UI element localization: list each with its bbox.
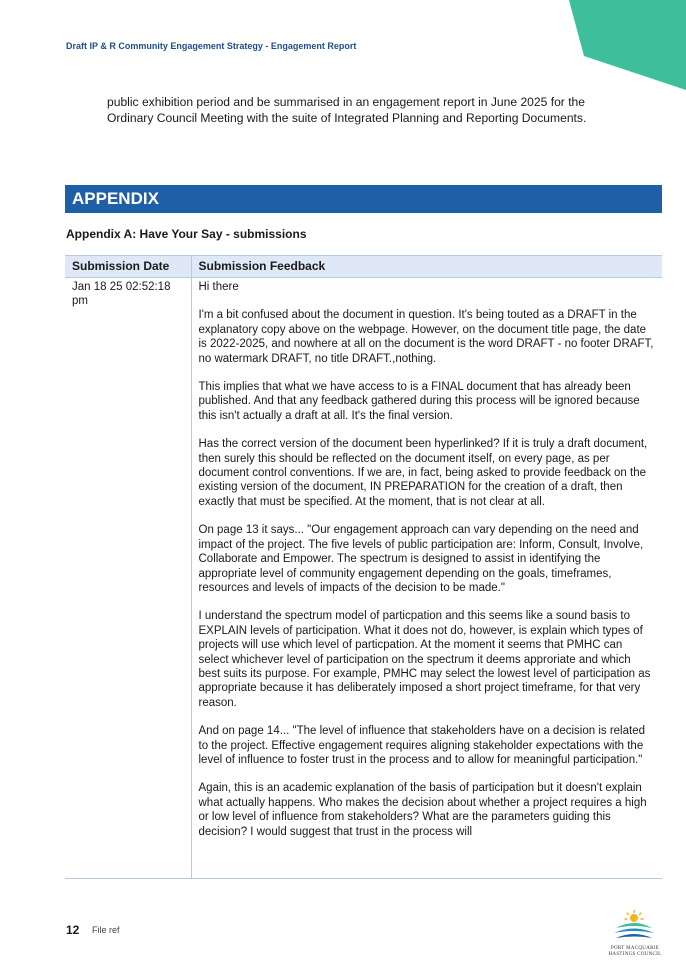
file-ref-label: File ref bbox=[92, 925, 120, 935]
table-row bbox=[65, 278, 662, 879]
feedback-paragraph: Hi there bbox=[198, 281, 239, 293]
feedback-paragraph: Again, this is an academic explanation of the basis of participation but it doesn't explain what actually happens. Who makes the decision about whether a project requires a high or low level of influence from stakeholders? What are the parameters guiding this decision? I would suggest that trust in the process will bbox=[198, 782, 647, 838]
feedback-paragraph: I'm a bit confused about the document in question. It's being touted as a DRAFT in the explanatory copy above on the webpage. However, on the document title page, the date is 2022-2025, and nowhere at all on the document is the word DRAFT - no footer DRAFT, no watermark DRAFT, no title DRAFT.,nothing. bbox=[198, 309, 654, 365]
logo-text-line1: PORT MACQUARIE bbox=[610, 946, 660, 951]
column-header-date: Submission Date bbox=[65, 256, 191, 278]
page-number: 12 bbox=[66, 923, 80, 937]
submission-date-cell: Jan 18 25 02:52:18 pm bbox=[65, 278, 191, 879]
feedback-paragraph: I understand the spectrum model of particpation and this seems like a sound basis to EXPLAIN levels of participation. What it does not do, however, is explain which types of projects will use which level of particpation. At the moment it seems that PMHC can select whichever level of participation on the spectrum it deems approriate and which best suits its purpose. For example, PMHC may select the lowest level of participation as appropriate because it has deliberately imposed a short project timeframe, for that very reason. bbox=[198, 610, 651, 709]
feedback-paragraph: On page 13 it says... "Our engagement approach can vary depending on the need and impact of the project. The five levels of public participation are: Inform, Consult, Involve, Collaborate and Empower. The spectrum is designed to assist in identifying the appropriate level of community engagement depending on the goals, timeframes, resources and levels of impacts of the decision to be made." bbox=[198, 524, 644, 594]
appendix-banner: APPENDIX bbox=[65, 185, 662, 213]
corner-decoration bbox=[566, 0, 686, 95]
intro-paragraph: public exhibition period and be summarised in an engagement report in June 2025 for the Ordinary Council Meeting with the suite of Integrated Planning and Reporting Documents. bbox=[107, 95, 587, 125]
document-header-title: Draft IP & R Community Engagement Strategy - Engagement Report bbox=[66, 41, 357, 51]
submission-feedback-cell bbox=[191, 278, 662, 879]
column-header-feedback: Submission Feedback bbox=[191, 256, 662, 278]
feedback-paragraph: And on page 14... "The level of influence that stakeholders have on a decision is related to the project. Effective engagement requires aligning stakeholder expectations with the level of influence to foster trust in the process and to allow for meaningful participation." bbox=[198, 725, 645, 766]
submissions-table bbox=[65, 255, 662, 879]
feedback-paragraph: Has the correct version of the document been hyperlinked? If it is truly a draft document, then surely this should be reflected on the document itself, on every page, as per document control conventions. If we are, in fact, being asked to provide feedback on the existing version of the document, IN PREPARATION for the creation of a draft, then exactly that must be specified. At the moment, that is not clear at all. bbox=[198, 438, 648, 508]
table-header-row bbox=[65, 256, 662, 278]
appendix-subheading: Appendix A: Have Your Say - submissions bbox=[66, 227, 307, 241]
logo-text-line2: HASTINGS COUNCIL bbox=[608, 952, 662, 957]
council-logo-text bbox=[600, 946, 670, 958]
feedback-paragraph: This implies that what we have access to is a FINAL document that has already been published. And that any feedback gathered during this process will be ignored because this isn't actually a draft at all. It's the final version. bbox=[198, 381, 640, 422]
